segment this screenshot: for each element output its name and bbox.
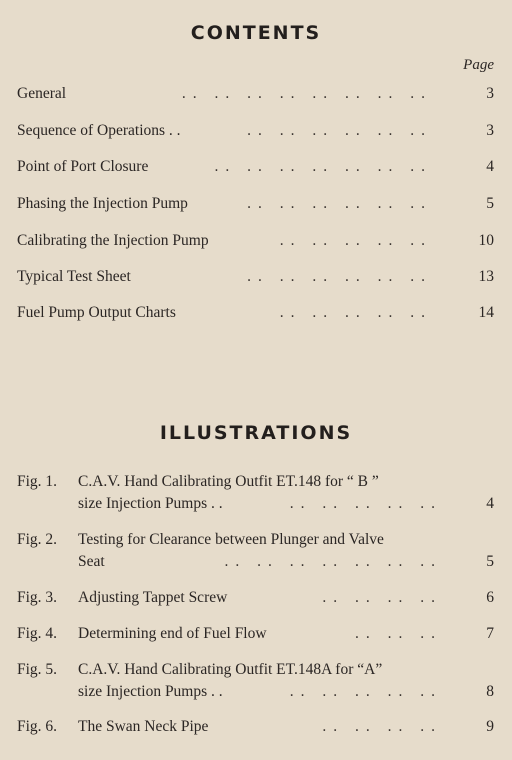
figure-page: 7 (486, 625, 494, 642)
leader-dots: .. .. .. .. .. .. (247, 195, 432, 212)
figure-number: Fig. 3. (17, 589, 58, 606)
leader-dots: .. .. .. .. .. .. .. (214, 158, 432, 175)
figure-page: 6 (486, 589, 494, 606)
caption-line: Testing for Clearance between Plunger and Valve (78, 529, 388, 551)
leader-dots: .. .. .. .. .. (279, 232, 432, 249)
toc-entry-page: 14 (478, 304, 494, 321)
leader-dots: .. .. .. .. .. .. (247, 268, 432, 285)
toc-entry (17, 303, 494, 323)
illustration-entry (17, 623, 494, 645)
toc-entry-page: 4 (486, 158, 494, 175)
leader-dots: .. .. .. .. (322, 589, 442, 606)
toc-entry-label: Point of Port Closure (17, 157, 152, 177)
figure-number: Fig. 5. (17, 661, 58, 678)
caption-line: Determining end of Fuel Flow (78, 623, 271, 645)
page-column-label: Page (463, 57, 494, 73)
contents-heading: CONTENTS (190, 22, 322, 44)
toc-entry-label: Phasing the Injection Pump (17, 194, 192, 214)
toc-entry (17, 231, 494, 251)
toc-entry-page: 13 (478, 268, 494, 285)
caption-line: size Injection Pumps . . (78, 493, 227, 515)
toc-entry-label: Sequence of Operations . . (17, 121, 185, 141)
figure-number: Fig. 2. (17, 531, 58, 548)
figure-page: 8 (486, 683, 494, 700)
figure-page: 5 (486, 553, 494, 570)
caption-line: C.A.V. Hand Calibrating Outfit ET.148A for “A” (78, 659, 386, 681)
toc-entry (17, 194, 494, 214)
illustration-entry (17, 471, 494, 515)
figure-number: Fig. 4. (17, 625, 58, 642)
leader-dots: .. .. .. .. .. .. .. (224, 553, 442, 570)
leader-dots: .. .. .. .. .. (289, 495, 442, 512)
illustration-entry (17, 529, 494, 573)
illustration-entry (17, 659, 494, 703)
toc-entry-label: Fuel Pump Output Charts (17, 303, 180, 323)
caption-line: The Swan Neck Pipe (78, 716, 212, 738)
illustrations-heading: ILLUSTRATIONS (159, 422, 353, 444)
toc-entry (17, 157, 494, 177)
leader-dots: .. .. .. .. .. (279, 304, 432, 321)
figure-page: 9 (486, 718, 494, 735)
caption-line: Adjusting Tappet Screw (78, 587, 231, 609)
toc-entry-page: 5 (486, 195, 494, 212)
leader-dots: .. .. .. .. .. (289, 683, 442, 700)
toc-entry-page: 10 (478, 232, 494, 249)
toc-entry-page: 3 (486, 122, 494, 139)
leader-dots: .. .. .. .. .. .. .. .. (181, 85, 432, 102)
leader-dots: .. .. .. .. (322, 718, 442, 735)
toc-entry-label: Calibrating the Injection Pump (17, 231, 213, 251)
leader-dots: .. .. .. .. .. .. (247, 122, 432, 139)
toc-entry (17, 84, 494, 104)
toc-entry-page: 3 (486, 85, 494, 102)
toc-entry-label: General (17, 84, 70, 104)
leader-dots: .. .. .. (355, 625, 442, 642)
toc-entry-label: Typical Test Sheet (17, 267, 135, 287)
caption-line: Seat (78, 551, 109, 573)
figure-page: 4 (486, 495, 494, 512)
illustration-entry (17, 716, 494, 738)
caption-line: size Injection Pumps . . (78, 681, 227, 703)
figure-number: Fig. 6. (17, 718, 58, 735)
toc-entry (17, 267, 494, 287)
illustration-entry (17, 587, 494, 609)
caption-line: C.A.V. Hand Calibrating Outfit ET.148 for “ B ” (78, 471, 383, 493)
toc-entry (17, 121, 494, 141)
figure-number: Fig. 1. (17, 473, 58, 490)
